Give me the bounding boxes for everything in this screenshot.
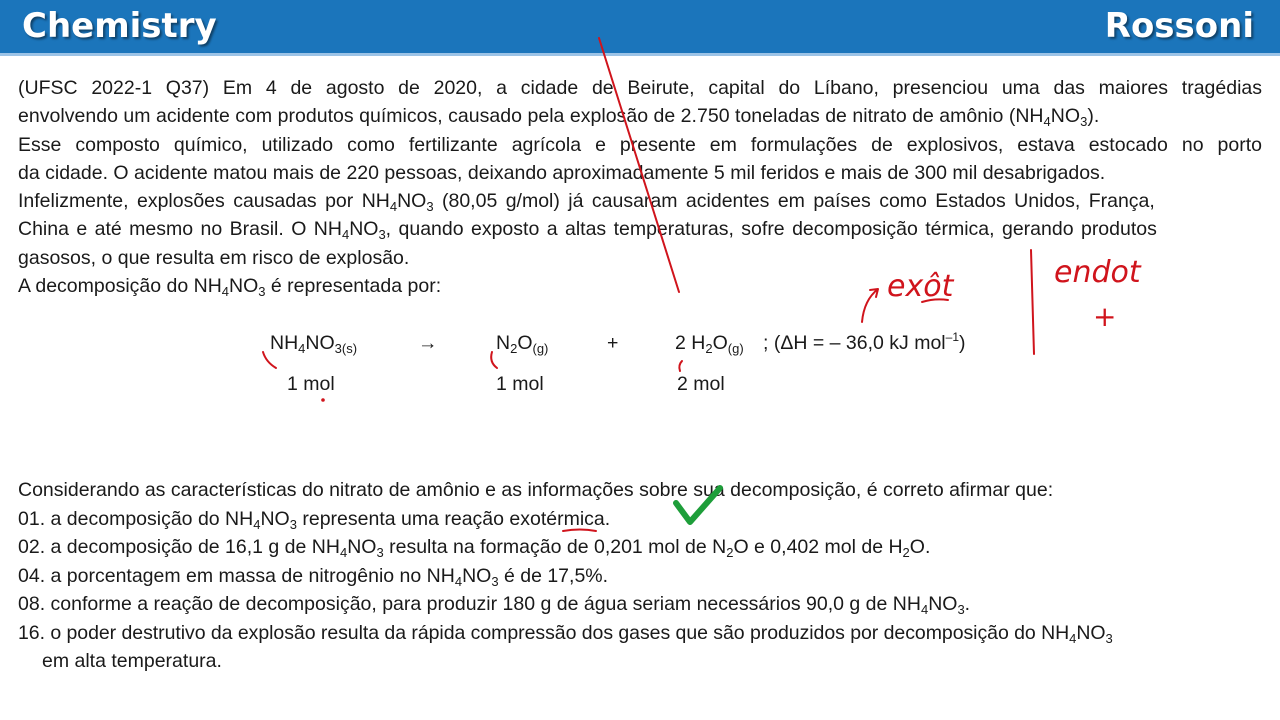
plus-mark: + xyxy=(1093,300,1117,333)
mol-n2o: 1 mol xyxy=(496,373,544,395)
problem-line-1: (UFSC 2022-1 Q37) Em 4 de agosto de 2020, a cidade de Beirute, capital do Líbano, presenciou uma das maiores tragédias xyxy=(18,77,1262,99)
option-02: 02. a decomposição de 16,1 g de $NH_4NO_3$ resulta na formação de 0,201 mol de $N_2O$ e 0,402 mol de $H_2O$. xyxy=(18,536,931,560)
equation-enthalpy: ; (ΔH = – 36,0 kJ mol$^{-1}$) xyxy=(763,330,966,354)
problem-line-7: gasosos, o que resulta em risco de explosão. xyxy=(18,246,410,269)
problem-line-3: Esse composto químico, utilizado como fertilizante agrícola e presente em formulações de explosivos, estava estocado no porto xyxy=(18,133,1262,156)
header-title-left: Chemistry xyxy=(22,6,217,46)
ink-dot xyxy=(321,398,325,402)
equation-plus: + xyxy=(607,332,619,354)
problem-line-6: China e até mesmo no Brasil. O $NH_4NO_3$, quando exposto a altas temperaturas, sofre decomposição térmica, gerando produtos xyxy=(18,218,1157,243)
endot-label: endot xyxy=(1054,255,1141,290)
mol-reactant: 1 mol xyxy=(287,373,335,395)
option-01: 01. a decomposição do $NH_4NO_3$ representa uma reação exotérmica. xyxy=(18,507,611,532)
problem-line-5: Infelizmente, explosões causadas por $NH_4NO_3$ (80,05 g/mol) já causaram acidentes em países como Estados Unidos, França, xyxy=(18,190,1155,215)
equation-product-n2o: $N_2O_{(g)}$ xyxy=(496,332,549,356)
mol-h2o: 2 mol xyxy=(677,373,725,395)
equation-reactant: $NH_4NO_{3(s)}$ xyxy=(270,332,358,356)
exot-label: exôt xyxy=(887,269,954,304)
option-16: 16. o poder destrutivo da explosão resulta da rápida compressão dos gases que são produzidos por decomposição do $NH_4NO_3$ xyxy=(18,621,1113,646)
h2o-tick xyxy=(679,361,682,371)
problem-line-8: A decomposição do $NH_4NO_3$ é representada por: xyxy=(18,275,442,300)
question-block xyxy=(18,476,1262,676)
header-bar xyxy=(0,0,1280,56)
question-intro: Considerando as características do nitrato de amônio e as informações sobre sua decomposição, é correto afirmar que: xyxy=(18,479,1054,501)
option-04: 04. a porcentagem em massa de nitrogênio no $NH_4NO_3$ é de 17,5%. xyxy=(18,564,609,589)
problem-line-4: da cidade. O acidente matou mais de 220 pessoas, deixando aproximadamente 5 mil feridos e mais de 300 mil desabrigados. xyxy=(18,161,1106,184)
header-title-right: Rossoni xyxy=(1104,6,1254,46)
equation-arrow: → xyxy=(418,332,438,354)
option-08: 08. conforme a reação de decomposição, para produzir 180 g de água seriam necessários 90,0 g de $NH_4NO_3$. xyxy=(18,593,971,617)
equation-product-h2o: 2 $H_2O_{(g)}$ xyxy=(675,332,744,356)
option-16-continuation: em alta temperatura. xyxy=(42,650,222,672)
problem-line-2: envolvendo um acidente com produtos químicos, causado pela explosão de 2.750 toneladas de nitrato de amônio $(NH_4NO_3)$. xyxy=(18,105,1100,130)
problem-text xyxy=(18,74,1262,300)
